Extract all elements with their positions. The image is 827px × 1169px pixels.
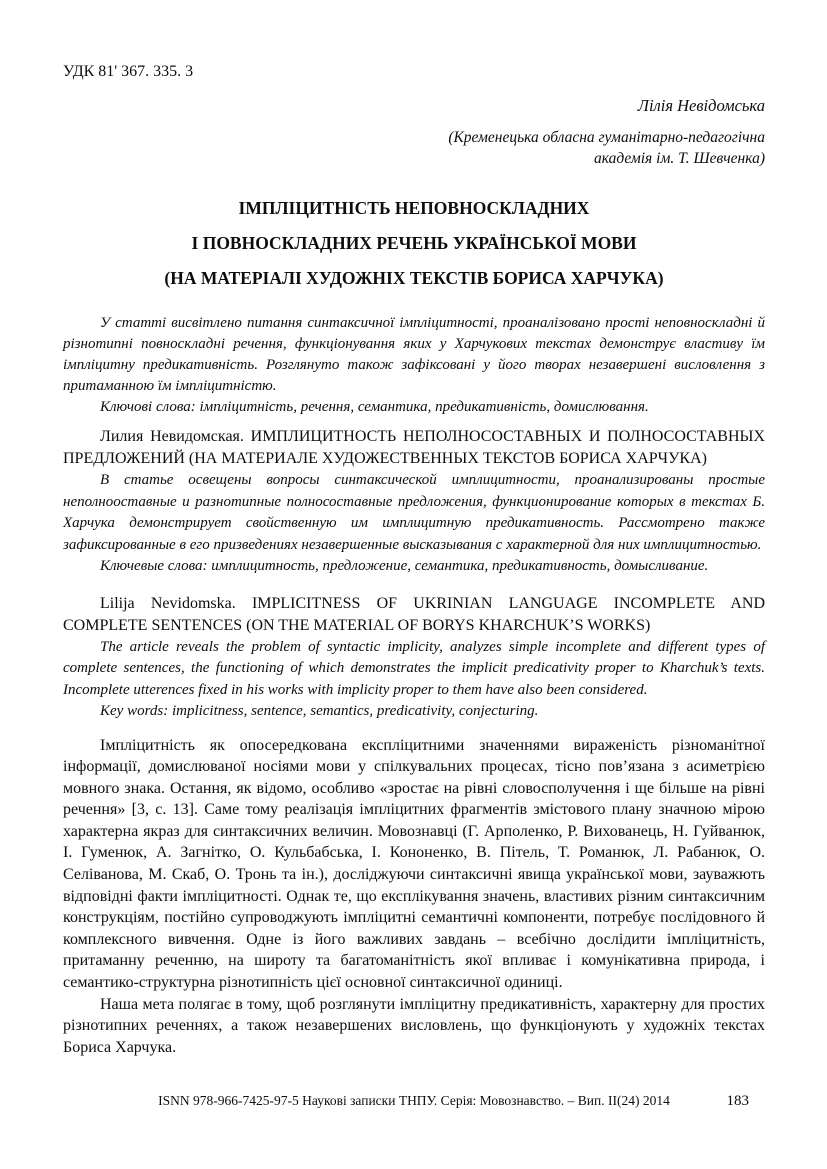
abstract-uk-keywords: Ключові слова: імпліцитність, речення, семантика, предикативність, домислювання. xyxy=(100,399,649,415)
udc-code: УДК 81' 367. 335. 3 xyxy=(63,63,194,80)
author-name: Лілія Невідомська xyxy=(637,96,765,115)
affiliation-line-2: академія ім. Т. Шевченка) xyxy=(593,150,765,167)
article-title xyxy=(63,191,765,296)
abstract-ru-heading: Лилия Невидомская. ИМПЛИЦИТНОСТЬ НЕПОЛНОСОСТАВНЫХ И ПОЛНОСОСТАВНЫХ ПРЕДЛОЖЕНИЙ (НА МАТЕРИАЛЕ ХУДОЖЕСТВЕННЫХ ТЕКСТОВ БОРИСА ХАРЧУКА) xyxy=(63,428,765,467)
abstract-en-heading: Lilija Nevidomska. IMPLICITNESS OF UKRINIAN LANGUAGE INCOMPLETE AND COMPLETE SENTENCES (ON THE MATERIAL OF BORYS KHARCHUK’S WORKS) xyxy=(63,594,765,634)
body-paragraph-2: Наша мета полягає в тому, щоб розглянути імпліцитну предикативність, характерну для простих різнотипних реченнях, а також незавершених висловлень, що функціонують у художніх текстах Бориса Харчука. xyxy=(63,995,765,1056)
author-affiliation xyxy=(63,127,765,169)
article-body xyxy=(63,735,765,1059)
abstract-russian xyxy=(63,426,765,578)
abstract-ru-text: В статье освещены вопросы синтаксической имплицитности, проанализированы простые неполнооставные и разнотипные полносоставные предложения, функционирование которых в текстах Б. Харчука демонстрирует свойственную им имплицитную предикативность. Рассмотрено также зафиксированные в его призведениях незавершенные высказывания с характерной для них имплицитностью. xyxy=(63,472,765,553)
abstract-uk-text: У статті висвітлено питання синтаксичної імпліцитності, проаналізовано прості неповноскладні й різнотипні повноскладні речення, функціонування яких у Харчукових текстах демонструє властиву їм імпліцитну предикативність. Розглянуто також зафіксовані у його творах незавершені висловлення з притаманною їм імпліцитністю. xyxy=(63,315,765,394)
affiliation-line-1: (Кременецька обласна гуманітарно-педагогічна xyxy=(448,129,765,146)
title-line-1: ІМПЛІЦИТНІСТЬ НЕПОВНОСКЛАДНИХ xyxy=(238,198,590,218)
abstract-ukrainian xyxy=(63,313,765,418)
page-footer xyxy=(63,1092,765,1110)
abstract-ru-keywords: Ключевые слова: имплицитность, предложение, семантика, предикативность, домысливание. xyxy=(100,558,709,574)
abstract-en-text: The article reveals the problem of syntactic implicity, analyzes simple incomplete and different types of complete sentences, the functioning of which demonstrates the implicit predicativity proper to Kharchuk’s texts. Incomplete utterences fixed in his works with implicity proper to them have also been considered. xyxy=(63,638,765,698)
title-line-3: (НА МАТЕРІАЛІ ХУДОЖНІХ ТЕКСТІВ БОРИСА ХАРЧУКА) xyxy=(164,268,664,288)
footer-issn-line: ISNN 978-966-7425-97-5 Наукові записки ТНПУ. Серія: Мовознавство. – Вип. II(24) 2014 xyxy=(158,1093,670,1108)
abstract-english xyxy=(63,593,765,723)
abstract-en-keywords: Key words: implicitness, sentence, semantics, predicativity, conjecturing. xyxy=(100,703,539,719)
title-line-2: І ПОВНОСКЛАДНИХ РЕЧЕНЬ УКРАЇНСЬКОЇ МОВИ xyxy=(191,233,637,253)
body-paragraph-1: Імпліцитність як опосередкована експліцитними значеннями вираженість різноманітної інформації, домислюваної носіями мови у спілкувальних процесах, тісно пов’язана з асиметрією мовного знака. Остання, як відомо, особливо «зростає на рівні словосполучення і ще більше на рівні речення» [3, с. 13]. Саме тому реалізація імпліцитних фрагментів змістового плану значною мірою характерна якраз для синтаксичних величин. Мовознавці (Г. Арполенко, Р. Вихованець, Н. Гуйванюк, І. Гуменюк, А. Загнітко, О. Кульбабська, І. Кононенко, В. Пітель, Т. Романюк, Л. Рабанюк, О. Селіванова, М. Скаб, О. Тронь та ін.), досліджуючи синтаксичні явища української мови, зауважють відповідні факти імпліцитності. Однак те, що експлікування значень, властивих різним синтаксичним конструкціям, постійно супроводжують імпліцитні семантичні компоненти, потребує послідовного й комплексного вивчення. Одне із його важливих завдань – всебічно дослідити імпліцитність, притаманну реченню, на широту та багатоманітність якої впливає і комунікативна природа, і семантико-структурна різнотипність цієї основної синтаксичної одиниці. xyxy=(63,736,765,992)
page-number: 183 xyxy=(726,1093,749,1109)
